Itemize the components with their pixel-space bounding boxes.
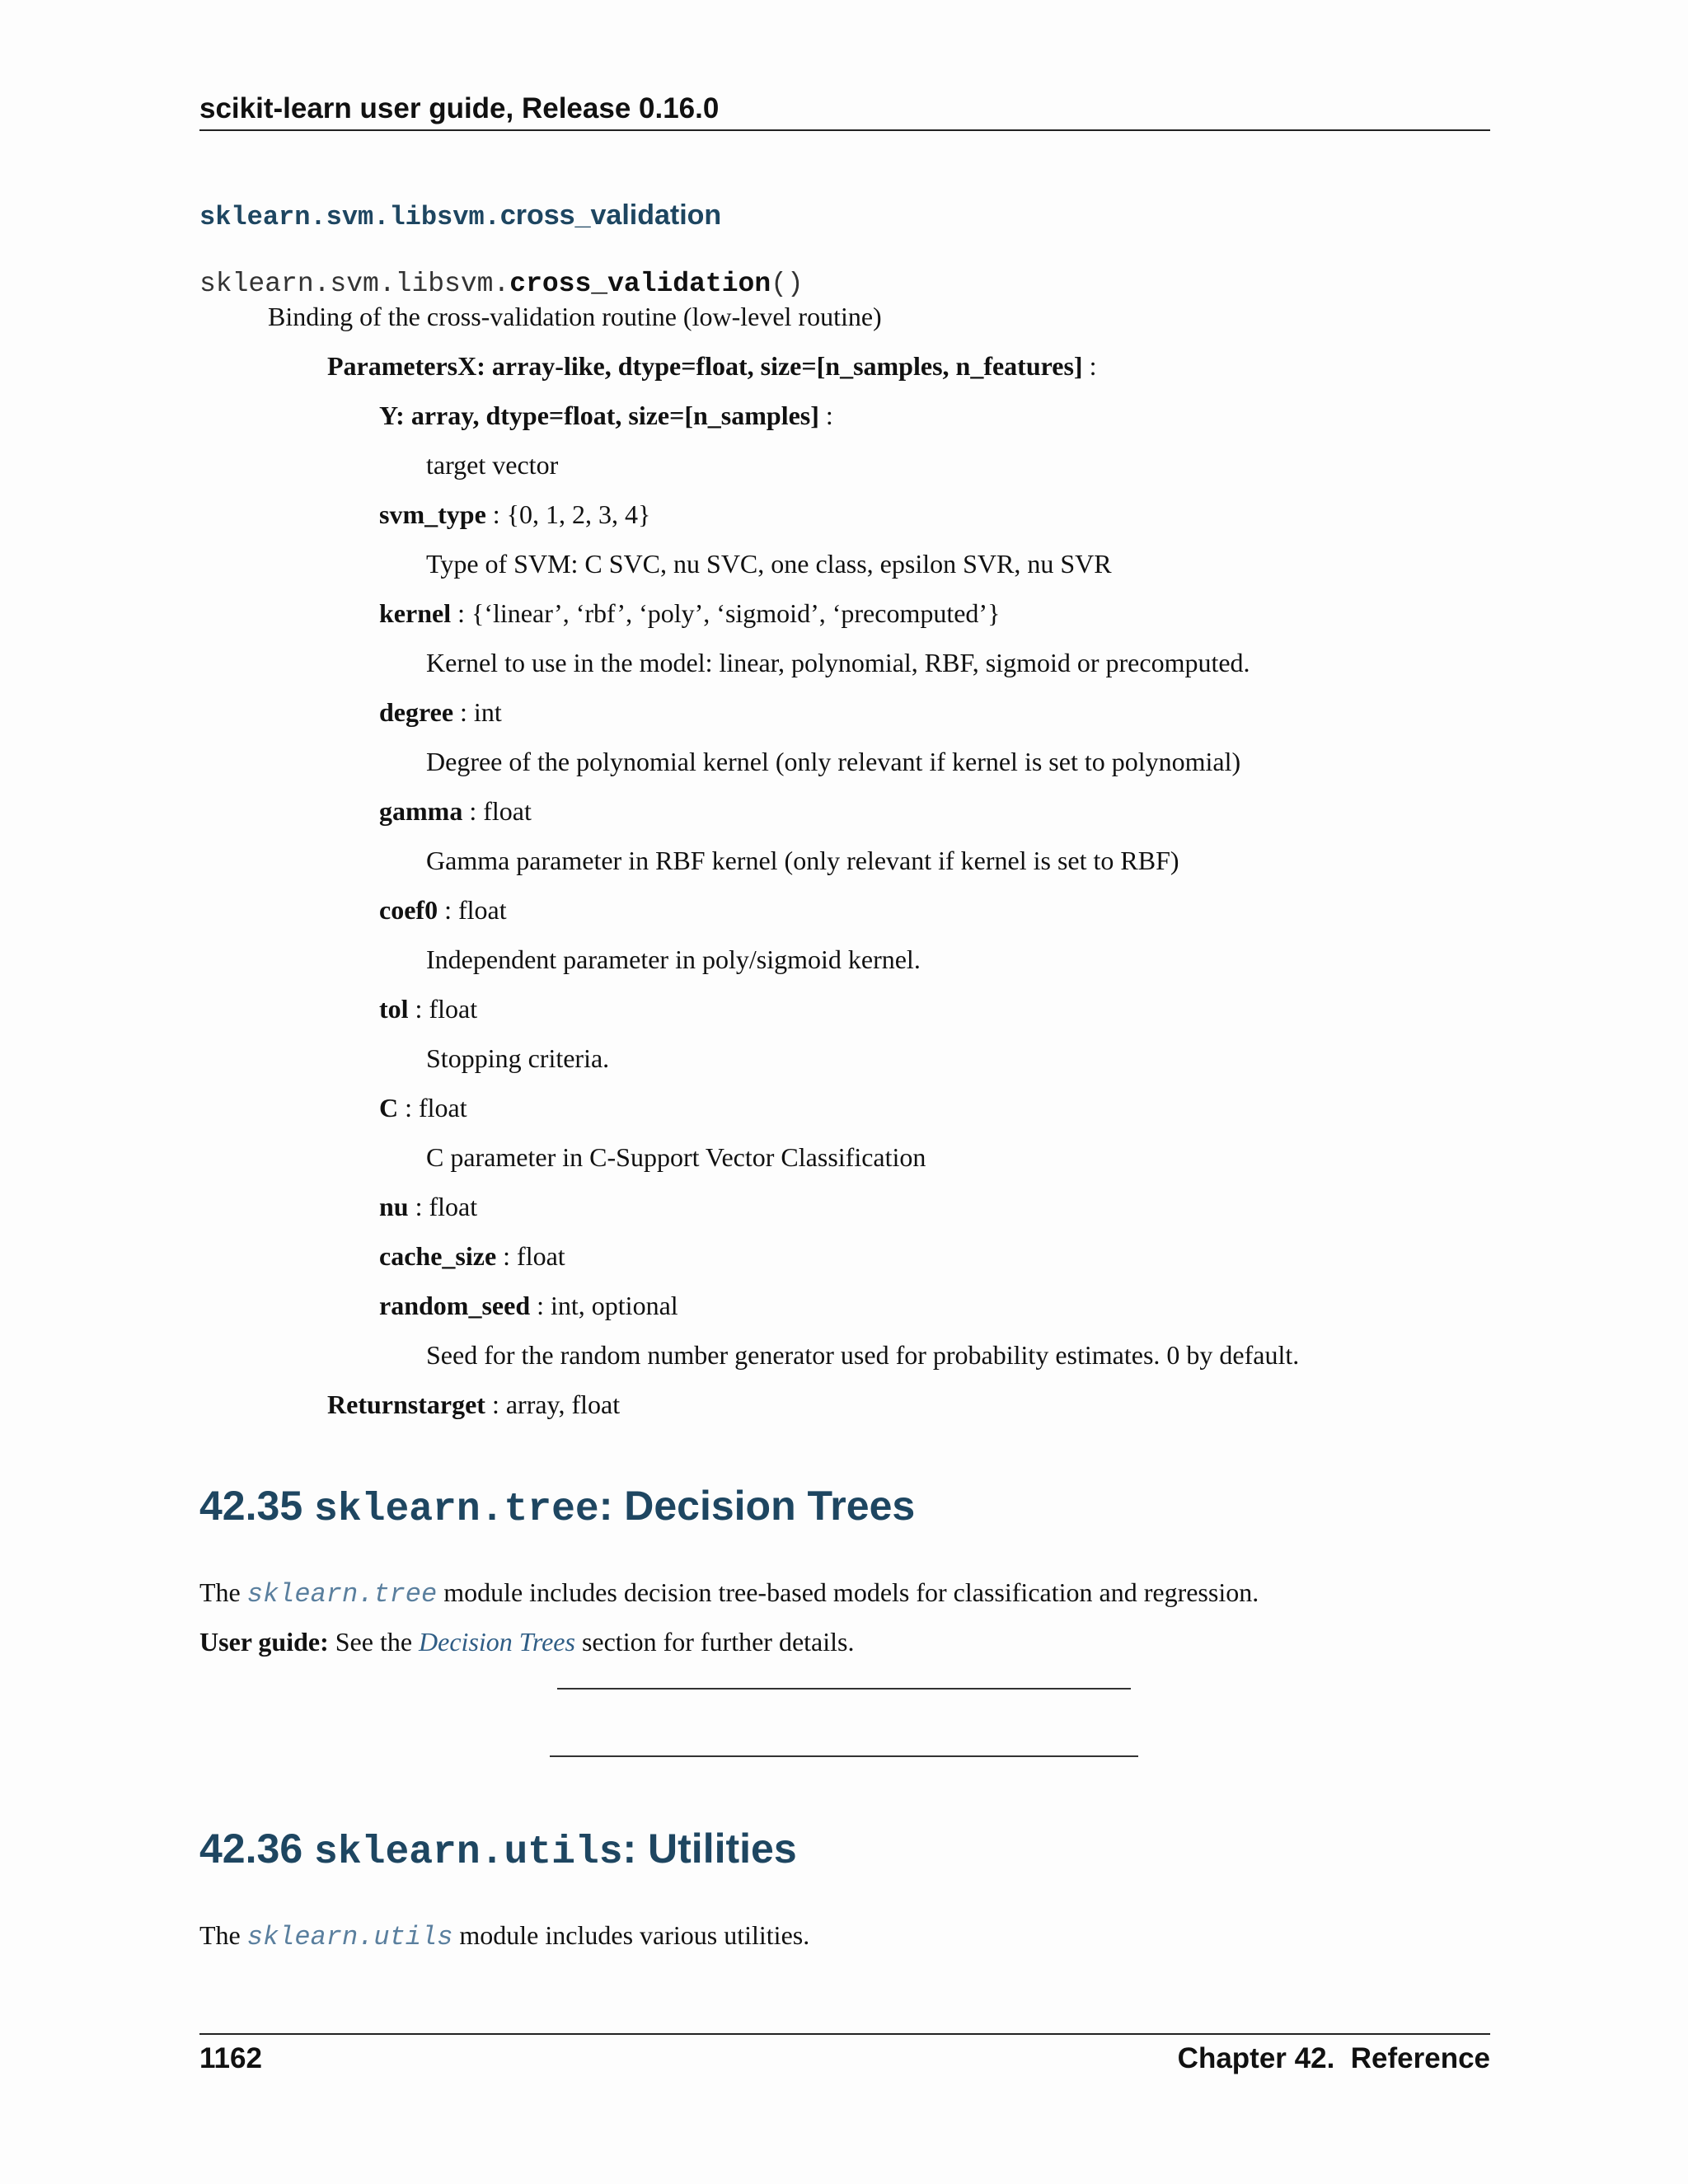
param-name: degree [379,697,454,727]
param-desc: Degree of the polynomial kernel (only relevant if kernel is set to polynomial) [426,747,1241,776]
function-heading-name: cross_validation [499,199,722,231]
param-name: coef0 [379,895,438,925]
guide-text: See the [335,1627,413,1657]
sklearn-utils-link[interactable]: sklearn.utils [246,1922,453,1952]
param-name: Y: array, dtype=float, size=[n_samples] [379,401,819,430]
param-desc: Stopping criteria. [426,1043,610,1073]
function-heading-module: sklearn.svm.libsvm. [199,202,500,232]
function-signature [199,269,804,299]
param-row: kernel : {‘linear’, ‘rbf’, ‘poly’, ‘sigmoid’, ‘precomputed’} [379,598,1001,628]
section-number: 42.35 [199,1483,303,1529]
param-desc: Independent parameter in poly/sigmoid kernel. [426,944,921,974]
returns-name: target [418,1390,485,1419]
param-name: C [379,1093,399,1122]
param-type: int [473,697,502,727]
section-module: sklearn.tree [314,1488,599,1532]
intro-text: The [199,1577,241,1607]
chapter-label: Chapter 42. Reference [1177,2042,1490,2074]
param-row: coef0 : float [379,895,507,925]
tree-intro [199,1577,1259,1610]
param-row: random_seed : int, optional [379,1291,678,1320]
divider-rule [557,1688,1131,1690]
function-heading [199,199,721,232]
section-number: 42.36 [199,1825,303,1872]
intro-text: The [199,1920,241,1950]
intro-text: module includes decision tree-based models for classification and regression. [443,1577,1259,1607]
param-type: float [483,796,532,826]
param-type: float [429,1192,478,1221]
param-row: degree : int [379,697,502,727]
running-head: scikit-learn user guide, Release 0.16.0 [199,92,720,124]
guide-text: section for further details. [581,1627,855,1657]
param-row: C : float [379,1093,467,1122]
signature-module: sklearn.svm.libsvm. [199,269,510,299]
param-row: nu : float [379,1192,478,1221]
param-type: float [517,1241,565,1271]
function-summary: Binding of the cross-validation routine (low-level routine) [268,302,882,331]
param-type: {0, 1, 2, 3, 4} [506,499,651,529]
param-type: {‘linear’, ‘rbf’, ‘poly’, ‘sigmoid’, ‘precomputed’} [471,598,1001,628]
param-type: float [419,1093,467,1122]
param-type: float [457,895,507,925]
parameters-label: Parameters [327,351,458,381]
param-type: float [429,994,478,1024]
param-desc: Seed for the random number generator used for probability estimates. 0 by default. [426,1340,1300,1370]
param-row: cache_size : float [379,1241,565,1271]
parameters-row: ParametersX: array-like, dtype=float, size=[n_samples, n_features] : [327,351,1097,381]
section-module: sklearn.utils [314,1830,623,1875]
param-desc: Kernel to use in the model: linear, polynomial, RBF, sigmoid or precomputed. [426,648,1250,677]
section-title: : Utilities [622,1825,797,1872]
param-name: gamma [379,796,463,826]
section-heading-utils [199,1825,797,1875]
returns-label: Returns [327,1390,419,1419]
param-row: Y: array, dtype=float, size=[n_samples] : [379,401,833,430]
param-name: random_seed [379,1291,531,1320]
param-row: gamma : float [379,796,532,826]
param-name: X: array-like, dtype=float, size=[n_samples, n_features] [457,351,1083,381]
user-guide-line [199,1627,854,1657]
param-type: int, optional [551,1291,678,1320]
sklearn-tree-link[interactable]: sklearn.tree [246,1579,438,1610]
divider-rule [550,1755,1138,1757]
param-desc: C parameter in C-Support Vector Classification [426,1142,926,1172]
param-name: kernel [379,598,452,628]
header-rule [199,129,1490,131]
section-title: : Decision Trees [598,1483,916,1529]
param-name: nu [379,1192,409,1221]
param-desc: Gamma parameter in RBF kernel (only relevant if kernel is set to RBF) [426,846,1179,875]
footer-rule [199,2033,1490,2035]
param-name: cache_size [379,1241,497,1271]
utils-intro [199,1920,809,1952]
signature-name: cross_validation [509,269,771,299]
page-number: 1162 [199,2042,262,2074]
signature-parens: () [771,269,804,299]
param-name: tol [379,994,409,1024]
param-desc: Type of SVM: C SVC, nu SVC, one class, epsilon SVR, nu SVR [426,549,1112,579]
intro-text: module includes various utilities. [459,1920,810,1950]
section-heading-tree [199,1482,915,1532]
returns-type: array, float [505,1390,621,1419]
param-desc: target vector [426,450,559,480]
param-row: tol : float [379,994,478,1024]
returns-row: Returnstarget : array, float [327,1390,621,1419]
user-guide-label: User guide: [199,1627,329,1657]
decision-trees-link[interactable]: Decision Trees [419,1627,575,1657]
param-row: svm_type : {0, 1, 2, 3, 4} [379,499,651,529]
param-name: svm_type [379,499,486,529]
